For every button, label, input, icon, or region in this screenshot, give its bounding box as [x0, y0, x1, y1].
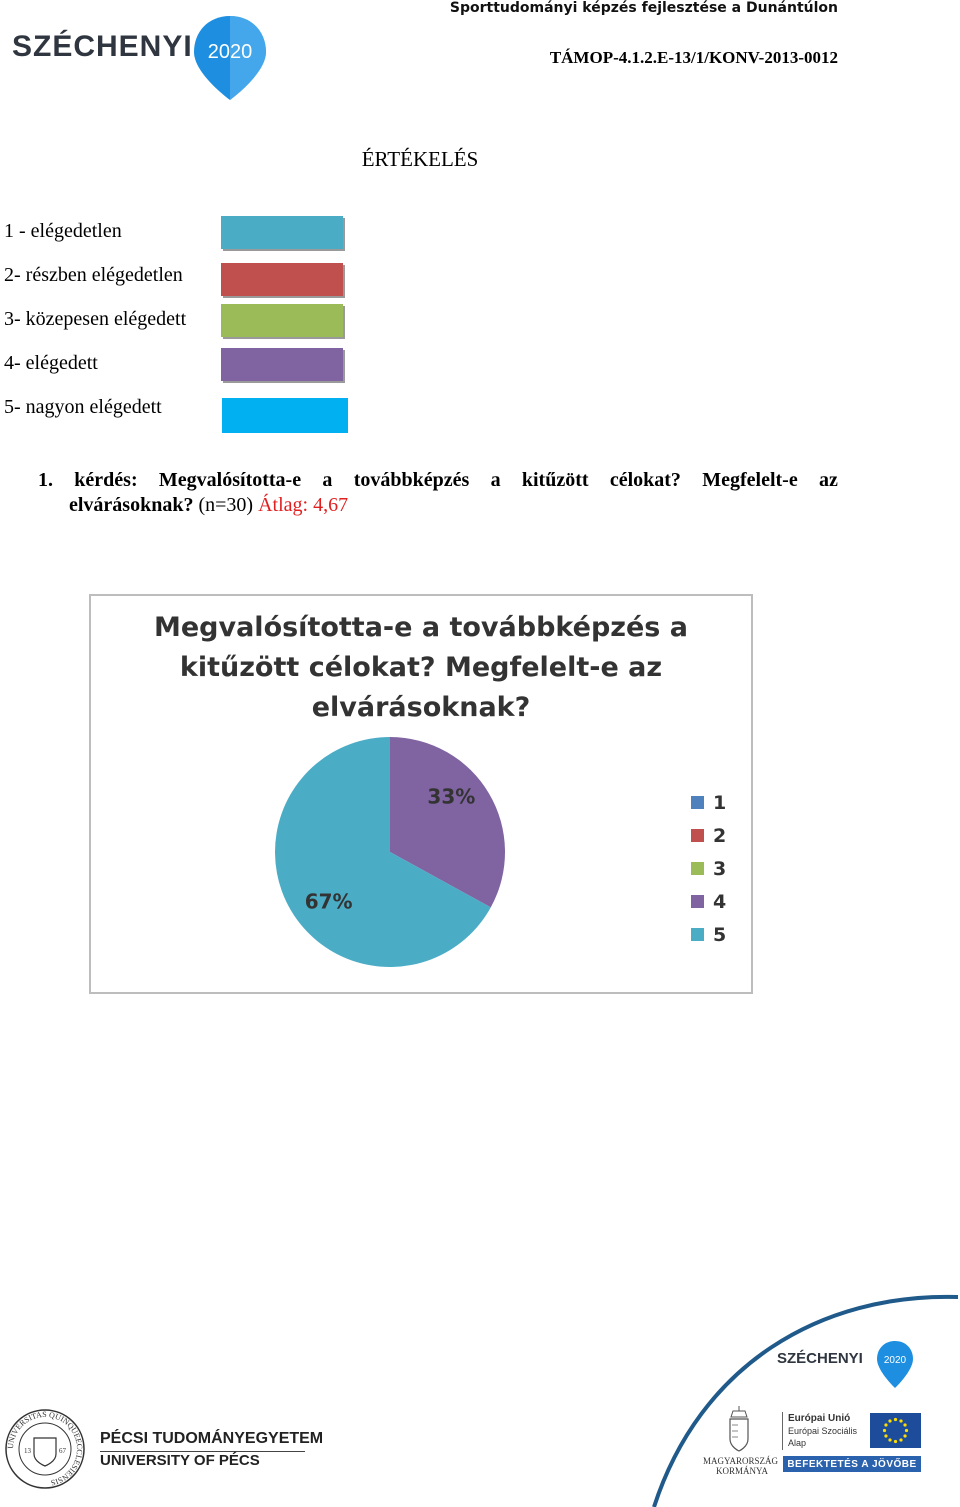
- scale-label-5: 5- nagyon elégedett: [4, 396, 162, 418]
- university-seal: [4, 1408, 86, 1490]
- question-word: célokat?: [609, 469, 681, 491]
- scale-swatch-3: [221, 304, 343, 337]
- question-number: 1.: [38, 469, 53, 491]
- eu-slogan-banner: [783, 1456, 921, 1472]
- legend-label: 5: [713, 923, 727, 946]
- logo-word: SZÉCHENYI: [12, 30, 193, 63]
- legend-label: 1: [713, 791, 727, 814]
- pie-chart: [89, 594, 753, 994]
- location-pin-icon: [190, 14, 270, 102]
- eu-star: [894, 1418, 897, 1421]
- scale-label-1: 1 - elégedetlen: [4, 220, 122, 242]
- question-word: a: [490, 469, 501, 491]
- eu-star: [884, 1423, 887, 1426]
- legend-label: 2: [713, 824, 727, 847]
- logo-year: 2020: [207, 41, 253, 63]
- seal-year-right: 67: [59, 1447, 66, 1455]
- eu-star: [884, 1434, 887, 1437]
- pie-slice-label-5: 67%: [304, 889, 353, 914]
- question-word: az: [819, 469, 838, 491]
- question-text-end: elvárásoknak?: [69, 494, 194, 516]
- document-title: ÉRTÉKELÉS: [361, 147, 479, 171]
- hungarian-crest-icon: [724, 1405, 754, 1453]
- eu-flag-icon: [870, 1413, 921, 1448]
- pie-slice-label-4: 33%: [427, 784, 476, 809]
- legend-swatch: [691, 928, 704, 941]
- question-block: [38, 468, 838, 518]
- eu-text-line-2: Európai Szociális: [788, 1426, 858, 1436]
- scale-label-3: 3- közepesen elégedett: [4, 308, 187, 330]
- eu-text-line-3: Alap: [788, 1438, 807, 1448]
- eu-star: [903, 1423, 906, 1426]
- footer-logo-word: SZÉCHENYI: [777, 1350, 863, 1367]
- scale-swatch-2: [221, 263, 343, 296]
- eu-text-line-1: Európai Unió: [788, 1413, 851, 1424]
- question-line-2: [38, 493, 838, 518]
- footer-arc-decoration: [640, 1285, 960, 1507]
- legend-item-1: [691, 786, 726, 819]
- govt-name-line-1: MAGYARORSZÁG: [703, 1456, 779, 1466]
- eu-star: [888, 1438, 891, 1441]
- chart-legend: [691, 786, 726, 951]
- legend-item-4: [691, 885, 726, 918]
- question-word: Megvalósította-e: [158, 469, 302, 491]
- seal-text: UNIVERSITAS QUINQUEECCLESIENSIS: [5, 1409, 85, 1488]
- eu-star: [903, 1434, 906, 1437]
- footer-logo-year: 2020: [883, 1355, 907, 1366]
- question-average: Átlag: 4,67: [258, 494, 349, 516]
- question-word: kitűzött: [521, 469, 589, 491]
- university-name-hu: PÉCSI TUDOMÁNYEGYETEM: [100, 1430, 324, 1447]
- legend-swatch: [691, 862, 704, 875]
- scale-swatch-5: [222, 398, 348, 433]
- eu-star: [888, 1419, 891, 1422]
- chart-title: Megvalósította-e a továbbképzés a kitűzött célokat? Megfelelt-e az elvárásoknak?: [153, 612, 688, 723]
- scale-label-4: 4- elégedett: [4, 352, 98, 374]
- question-word: továbbképzés: [353, 469, 470, 491]
- question-word: Megfelelt-e: [702, 469, 798, 491]
- project-code: TÁMOP-4.1.2.E-13/1/KONV-2013-0012: [549, 48, 838, 67]
- eu-slogan: BEFEKTETÉS A JÖVŐBE: [787, 1458, 917, 1470]
- eu-star: [883, 1429, 886, 1432]
- pie-chart-plot: [271, 736, 531, 976]
- legend-item-3: [691, 852, 726, 885]
- govt-name-line-2: KORMÁNYA: [716, 1466, 769, 1476]
- legend-swatch: [691, 796, 704, 809]
- eu-star: [899, 1438, 902, 1441]
- project-title: Sporttudományi képzés fejlesztése a Dunántúlon: [449, 0, 838, 16]
- footer-location-pin-icon: [875, 1340, 915, 1390]
- eu-star: [899, 1419, 902, 1422]
- scale-swatch-1: [221, 216, 343, 249]
- legend-swatch: [691, 895, 704, 908]
- question-line-1: [38, 468, 838, 493]
- university-name-en: UNIVERSITY OF PÉCS: [100, 1452, 260, 1469]
- eu-divider: [782, 1412, 783, 1450]
- question-word: kérdés:: [74, 469, 138, 491]
- footer-szechenyi-logo: [777, 1340, 927, 1390]
- eu-star: [894, 1440, 897, 1443]
- legend-item-5: [691, 918, 726, 951]
- eu-star: [905, 1429, 908, 1432]
- legend-swatch: [691, 829, 704, 842]
- legend-label: 4: [713, 890, 727, 913]
- legend-item-2: [691, 819, 726, 852]
- seal-year-left: 13: [24, 1447, 31, 1455]
- header-logo: [12, 14, 272, 104]
- question-sample-size: (n=30): [193, 494, 259, 516]
- scale-swatch-4: [221, 348, 343, 381]
- question-word: a: [322, 469, 333, 491]
- scale-label-2: 2- részben elégedetlen: [4, 264, 183, 286]
- legend-label: 3: [713, 857, 727, 880]
